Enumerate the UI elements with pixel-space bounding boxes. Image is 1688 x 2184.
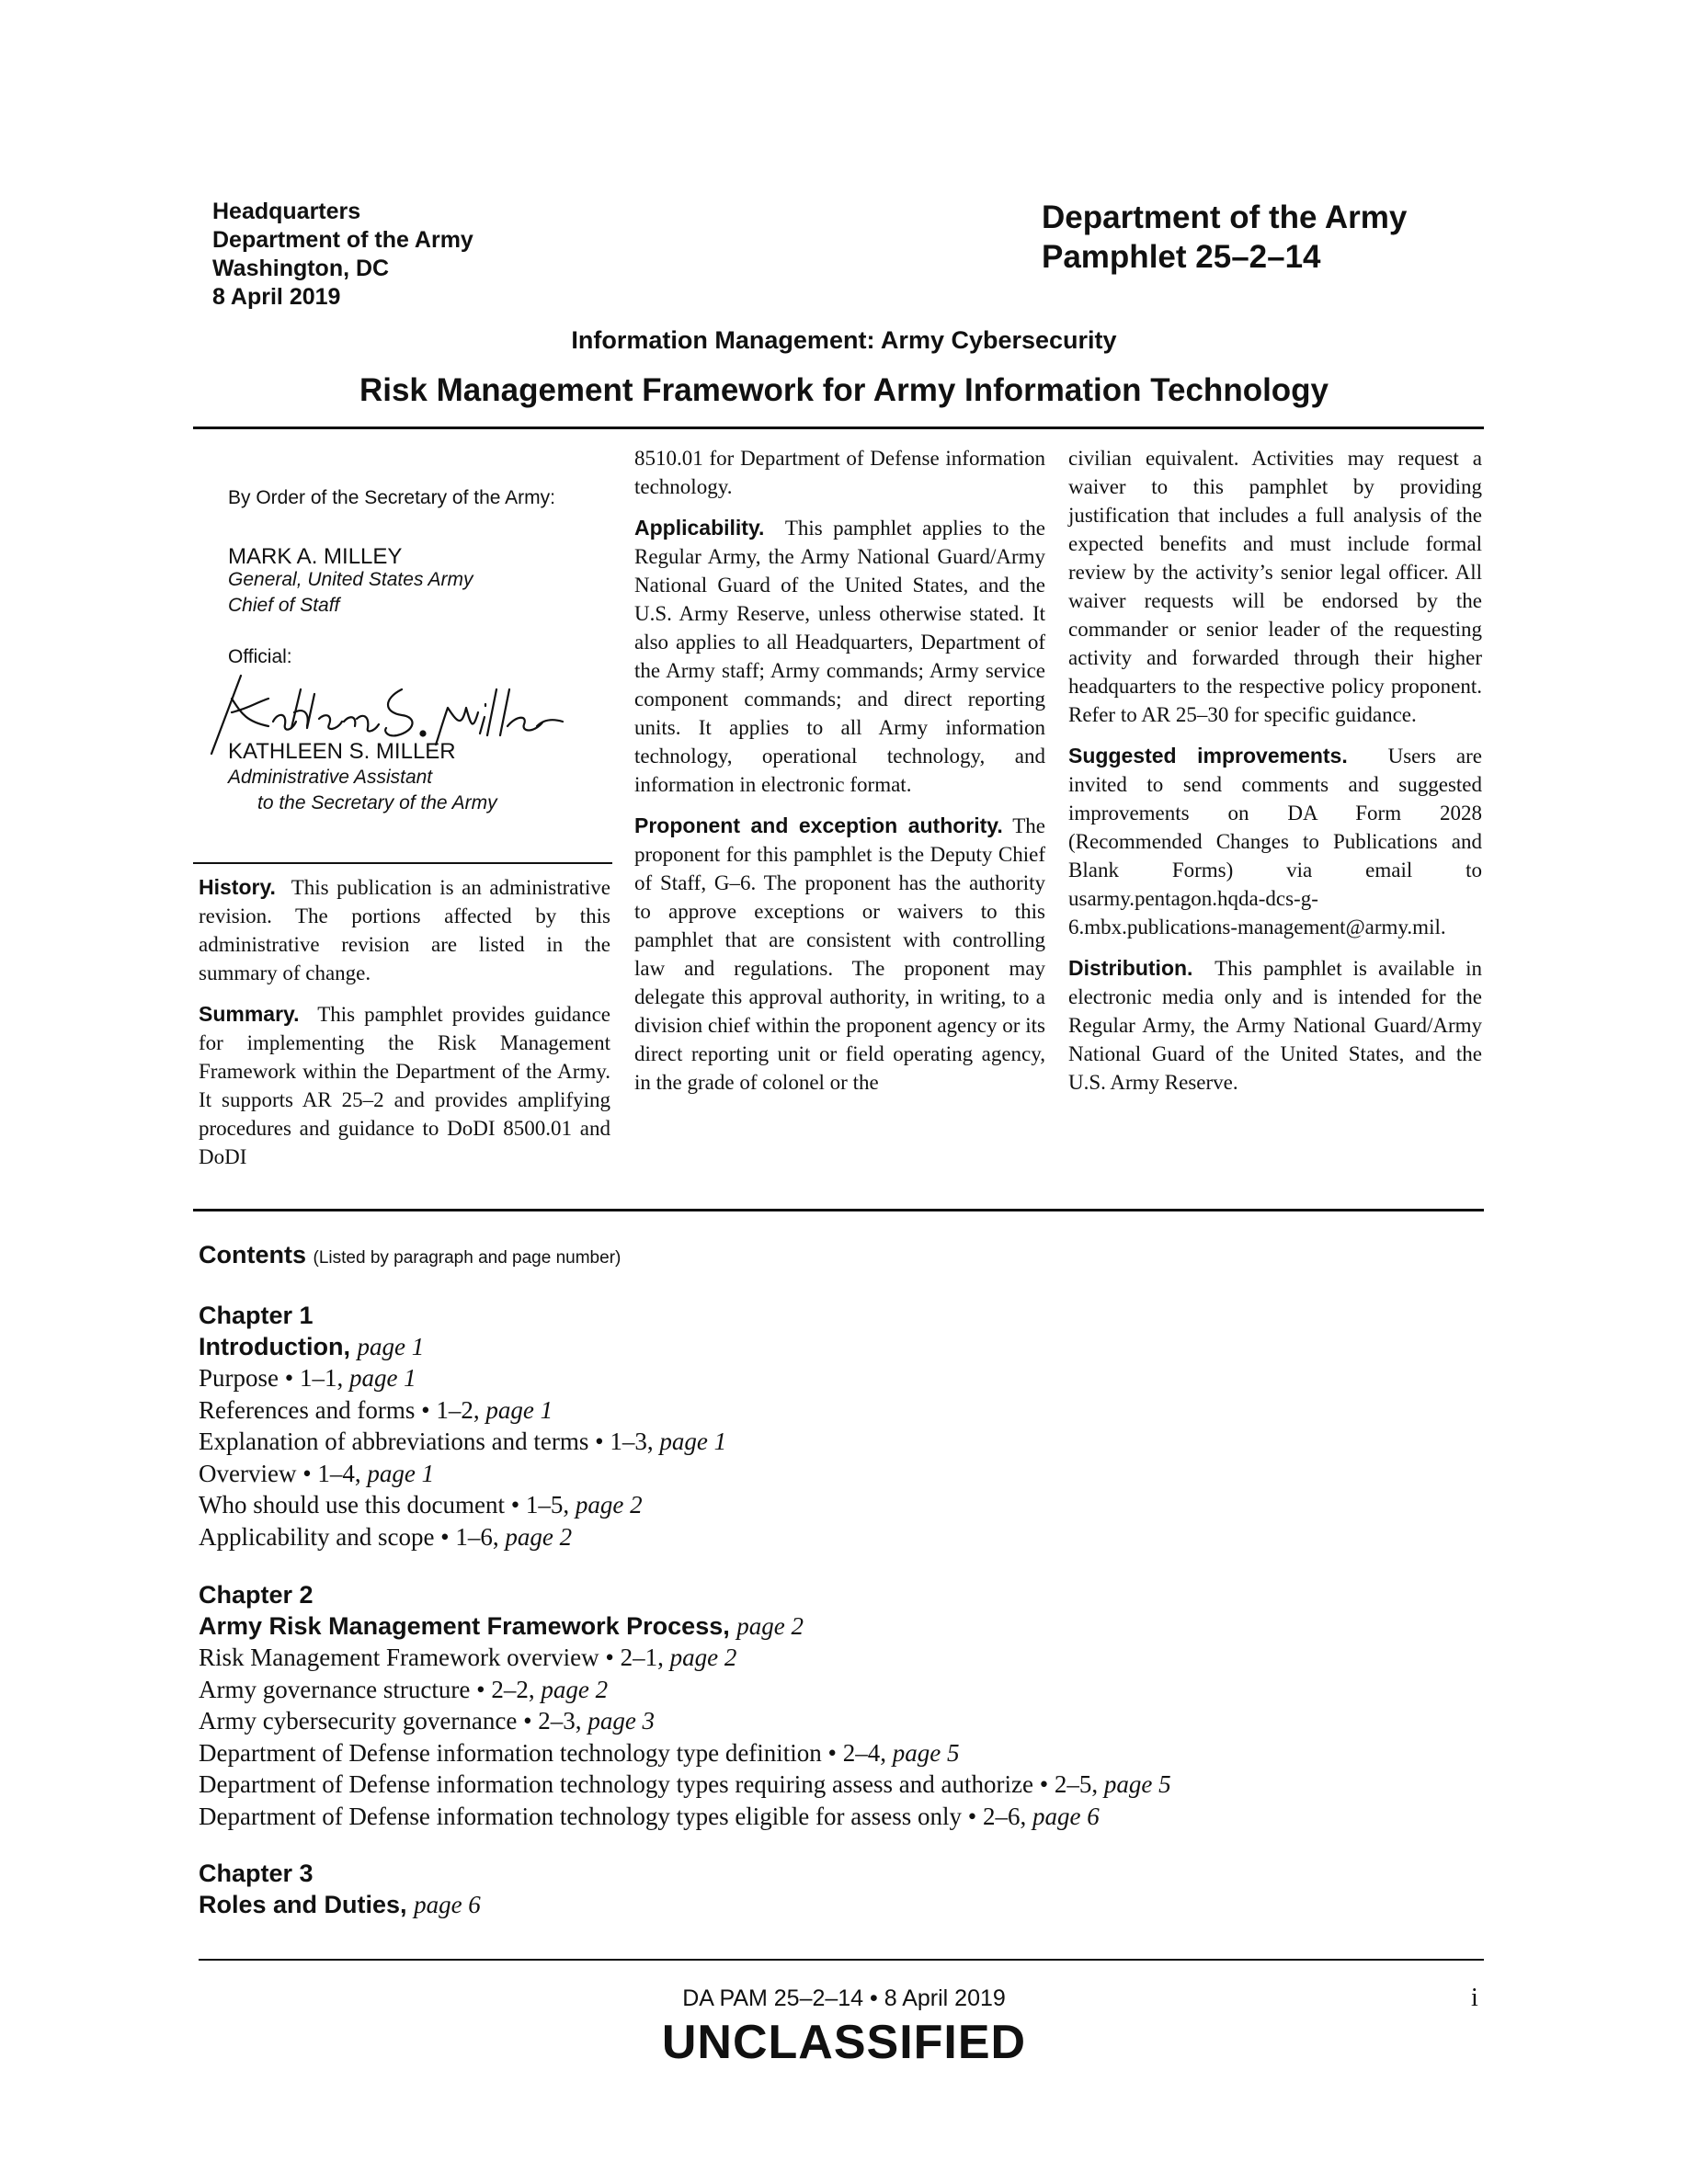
chapter-title-line[interactable] [199,1889,1486,1920]
chief-of-staff-rank: General, United States Army [228,569,473,590]
applicability-text: This pamphlet applies to the Regular Army, the Army National Guard/Army National Guard of the United States, and the U.S. Army Reserve, unless otherwise stated. It also applies to all Headquarters, Department of the Army staff; Army commands; Army service component commands; and direct reporting units. It applies to all Army information technology, operational technology, and information in electronic format. [634,517,1045,796]
applicability-paragraph [634,514,1045,799]
proponent-text: The proponent for this pamphlet is the Deputy Chief of Staff, G–6. The proponent has the authority to approve exceptions or waivers to this pamphlet that are consistent with controlling law and regulations. The proponent may delegate this approval authority, in writing, to a division chief within the proponent agency or its direct reporting unit or field operating agency, in the grade of colonel or the [634,814,1045,1094]
toc-entry[interactable] [199,1458,1486,1490]
toc-entry[interactable] [199,1426,1486,1458]
history-paragraph [199,873,610,987]
toc-entry-page[interactable]: page 2 [505,1522,573,1551]
page-number: i [1471,1984,1478,2012]
chief-of-staff-name: MARK A. MILLEY [228,544,403,569]
applicability-heading: Applicability. [634,516,765,540]
toc-entry[interactable] [199,1801,1486,1833]
toc-entry-text[interactable]: Purpose • 1–1, [199,1364,344,1392]
distribution-paragraph [1068,954,1482,1097]
proponent-continued [1068,444,1482,729]
chapter-label[interactable]: Chapter 1 [199,1302,314,1329]
summary-heading: Summary. [199,1002,300,1026]
toc-entry-text[interactable]: Department of Defense information technology type definition • 2–4, [199,1738,886,1767]
toc-entry-page[interactable]: page 1 [659,1428,727,1455]
toc-entry-page[interactable]: page 6 [1032,1802,1100,1830]
toc-entry[interactable] [199,1705,1486,1737]
chapter-title-line[interactable] [199,1331,1486,1362]
toc-entry-page[interactable]: page 1 [485,1395,553,1424]
toc-entry-text[interactable]: References and forms • 1–2, [199,1395,480,1424]
toc-entry-text[interactable]: Applicability and scope • 1–6, [199,1522,499,1551]
toc-chapter-2 [199,1579,1486,1832]
official-title-continued: to the Secretary of the Army [257,792,497,813]
toc-entry-page[interactable]: page 1 [367,1459,435,1487]
suggested-improvements-heading: Suggested improvements. [1068,744,1348,768]
toc-entry-text[interactable]: Overview • 1–4, [199,1459,361,1487]
chapter-title[interactable]: Roles and Duties, [199,1891,407,1918]
summary-text-continued: 8510.01 for Department of Defense information technology. [634,447,1045,498]
chapter-page[interactable]: page 2 [736,1612,804,1640]
chief-of-staff-position: Chief of Staff [228,595,340,616]
distribution-heading: Distribution. [1068,956,1193,980]
toc-chapter-3 [199,1858,1486,1920]
toc-entry[interactable] [199,1394,1486,1427]
chapter-title[interactable]: Army Risk Management Framework Process, [199,1612,730,1640]
chapter-page[interactable]: page 6 [414,1891,481,1918]
toc-entry-text[interactable]: Department of Defense information technology types requiring assess and authorize • 2–5, [199,1770,1099,1798]
summary-continued [634,444,1045,501]
toc-entry[interactable] [199,1362,1486,1394]
chapter-label[interactable]: Chapter 3 [199,1860,314,1887]
contents-title: Contents [199,1241,306,1268]
proponent-heading: Proponent and exception authority. [634,813,1003,837]
suggested-improvements-paragraph [1068,742,1482,941]
toc-entry[interactable] [199,1674,1486,1706]
authority-divider [193,862,612,864]
issuer-line: Headquarters [212,199,361,224]
publication-number: Pamphlet 25–2–14 [1042,239,1321,275]
toc-chapter-1 [199,1300,1486,1553]
issuer-line: Department of the Army [212,227,473,253]
proponent-paragraph [634,812,1045,1097]
toc-entry-text[interactable]: Army governance structure • 2–2, [199,1675,535,1703]
contents-divider [193,1209,1484,1211]
proponent-text-continued: civilian equivalent. Activities may request a waiver to this pamphlet by providing justification that includes a full analysis of the expected benefits and must include formal review by the activity’s senior legal officer. All waiver requests will be endorsed by the commander or senior leader of the requesting activity and forwarded through their higher headquarters to the respective policy proponent. Refer to AR 25–30 for specific guidance. [1068,447,1482,726]
toc-entry-text[interactable]: Who should use this document • 1–5, [199,1491,570,1519]
contents-heading [199,1241,621,1269]
official-name: KATHLEEN S. MILLER [228,739,456,764]
title-divider [193,427,1484,429]
toc-entry-page[interactable]: page 2 [575,1491,643,1519]
history-text: This publication is an administrative revision. The portions affected by this administrative revision are listed in the summary of change. [199,876,610,984]
toc-entry-text[interactable]: Army cybersecurity governance • 2–3, [199,1707,582,1735]
toc-entry-page[interactable]: page 5 [1103,1770,1171,1798]
official-label: Official: [228,646,292,667]
toc-entry[interactable] [199,1769,1486,1801]
distribution-text: This pamphlet is available in electronic media only and is intended for the Regular Army, the Army National Guard/Army National Guard of the United States, and the U.S. Army Reserve. [1068,957,1482,1094]
footer-divider [199,1959,1484,1961]
toc-entry-page[interactable]: page 3 [587,1707,656,1735]
toc-entry-page[interactable]: page 1 [348,1364,416,1392]
publication-org: Department of the Army [1042,199,1408,235]
suggested-improvements-text: Users are invited to send comments and suggested improvements on DA Form 2028 (Recommended Changes to Publications and Blank Forms) via email to usarmy.pentagon.hqda-dcs-g-6.mbx.publications-management@army.mil. [1068,745,1482,938]
chapter-title-line[interactable] [199,1610,1486,1642]
summary-paragraph [199,1000,610,1171]
publication-block [1042,198,1407,277]
toc-entry-text[interactable]: Explanation of abbreviations and terms • 1–3, [199,1428,654,1455]
issuer-line: Washington, DC [212,256,390,281]
toc-entry[interactable] [199,1737,1486,1769]
summary-column-2 [634,444,1045,1109]
classification-marking: UNCLASSIFIED [661,2016,1027,2069]
chapter-label[interactable]: Chapter 2 [199,1581,314,1609]
by-order-line: By Order of the Secretary of the Army: [228,487,555,508]
document-title: Risk Management Framework for Army Information Technology [359,372,1329,408]
toc-entry-page[interactable]: page 5 [892,1738,960,1767]
chapter-page[interactable]: page 1 [357,1333,425,1360]
toc-entry[interactable] [199,1489,1486,1521]
footer-document-id: DA PAM 25–2–14 • 8 April 2019 [682,1985,1006,2011]
toc-entry-page[interactable]: page 2 [669,1644,737,1671]
issuer-block [212,198,473,312]
toc-entry-text[interactable]: Department of Defense information technology types eligible for assess only • 2–6, [199,1802,1027,1830]
toc-entry-page[interactable]: page 2 [541,1675,609,1703]
contents-note: (Listed by paragraph and page number) [313,1248,622,1268]
toc-entry-text[interactable]: Risk Management Framework overview • 2–1, [199,1644,664,1671]
official-title: Administrative Assistant [228,767,433,788]
history-heading: History. [199,875,276,899]
document-subject: Information Management: Army Cybersecurity [571,326,1117,354]
chapter-title[interactable]: Introduction, [199,1333,350,1360]
summary-column-1 [199,873,610,1184]
summary-column-3 [1068,444,1482,1109]
toc-entry[interactable] [199,1642,1486,1674]
issue-date: 8 April 2019 [212,284,341,310]
toc-entry[interactable] [199,1521,1486,1553]
summary-text: This pamphlet provides guidance for implementing the Risk Management Framework within the Department of the Army. It supports AR 25–2 and provides amplifying procedures and guidance to DoDI 8500.01 and DoDI [199,1003,611,1168]
